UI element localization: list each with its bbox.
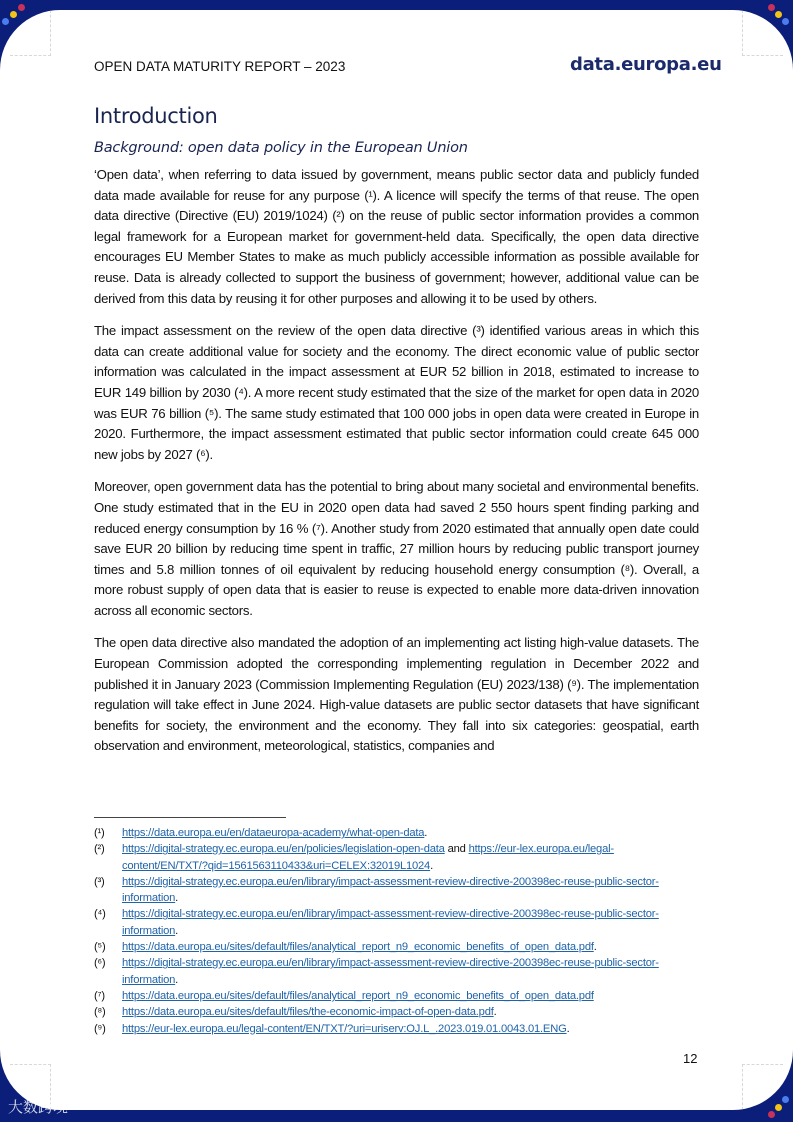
brand-dot-yellow-icon: [10, 11, 17, 18]
footnote-link[interactable]: https://data.europa.eu/sites/default/files/the-economic-impact-of-open-data.pdf: [122, 1006, 494, 1019]
page-number: 12: [683, 1051, 698, 1066]
footnote-body: [122, 939, 699, 955]
footnote-item: [94, 955, 699, 988]
page-title: Introduction: [94, 104, 218, 128]
brand-dot-blue-icon: [2, 18, 9, 25]
footnote-item: [94, 1021, 699, 1037]
footnote-punctuation: .: [430, 859, 433, 872]
footnote-body: [122, 841, 699, 874]
footnote-link[interactable]: https://data.europa.eu/en/dataeuropa-academy/what-open-data: [122, 827, 425, 839]
footnote-number: (²): [94, 843, 105, 856]
footnote-number: (⁹): [94, 1022, 106, 1035]
footnote-body: [122, 825, 699, 841]
brand-dot-blue-icon: [782, 18, 789, 25]
footnote-item: [94, 1004, 699, 1020]
footnote-punctuation: .: [424, 827, 428, 839]
brand-dot-red-icon: [18, 4, 25, 11]
footnote-link[interactable]: https://data.europa.eu/sites/default/files/analytical_report_n9_economic_benefits_of_open_data.pdf: [122, 941, 594, 954]
document-page: [0, 10, 793, 1110]
section-subtitle: Background: open data policy in the European Union: [94, 140, 468, 156]
footnote-number: (⁷): [94, 989, 105, 1002]
footnote-item: [94, 825, 699, 841]
footnotes: [94, 825, 699, 1037]
footnote-link[interactable]: https://eur-lex.europa.eu/legal-content/EN/TXT/?qid=1561563110433&uri=CELEX:32019L1024: [122, 843, 614, 872]
paragraph: The impact assessment on the review of the open data directive (³) identified various areas in which this data can create additional value for society and the economy. The direct economic value of public sector information was calculated in the impact assessment at EUR 52 billion in 2018, estimated to increase to EUR 149 billion by 2030 (⁴). A more recent study estimated that the size of the market for open data in 2020 was EUR 76 billion (⁵). The same study estimated that 100 000 jobs in open data were created in Europe in 2020. Furthermore, the impact assessment estimated that public sector information could create 645 000 new jobs by 2027 (⁶).: [94, 323, 699, 462]
brand-dot-red-icon: [768, 1111, 775, 1118]
footnote-body: [122, 988, 699, 1004]
data-europa-logo: data.europa.eu: [570, 54, 722, 75]
brand-dot-yellow-icon: [775, 1104, 782, 1111]
brand-dot-yellow-icon: [775, 11, 782, 18]
footnote-item: [94, 841, 699, 874]
brand-dot-red-icon: [768, 4, 775, 11]
footnote-number: (⁶): [94, 957, 106, 970]
footnote-link[interactable]: https://eur-lex.europa.eu/legal-content/EN/TXT/?uri=uriserv:OJ.L_.2023.019.01.0043.01.ENG: [122, 1022, 567, 1035]
footnote-number: (⁵): [94, 941, 106, 954]
paragraph: ‘Open data’, when referring to data issued by government, means public sector data and publicly funded data made available for reuse for any purpose (¹). A licence will specify the terms of that reuse. The open data directive (Directive (EU) 2019/1024) (²) on the reuse of public sector information provides a common legal framework for a European market for government-held data. Specifically, the open data directive encourages EU Member States to make as much publicly accessible information as possible available for reuse. Data is already collected to support the business of government; however, additional value can be derived from this data by reusing it for other purposes and allowing it to be used by others.: [94, 167, 699, 306]
footnote-link[interactable]: https://digital-strategy.ec.europa.eu/en/library/impact-assessment-review-directive-200398ec-reuse-public-sector-information: [122, 957, 659, 986]
footnote-link[interactable]: https://data.europa.eu/sites/default/files/analytical_report_n9_economic_benefits_of_open_data.pdf: [122, 989, 594, 1002]
footnote-item: [94, 874, 699, 907]
paragraph: The open data directive also mandated the adoption of an implementing act listing high-value datasets. The European Commission adopted the corresponding implementing regulation in December 2022 and published it in January 2023 (Commission Implementing Regulation (EU) 2023/138) (⁹). The implementation regulation will take effect in June 2024. High-value datasets are public sector datasets that have significant benefits for society, the environment and the economy. They fall into six categories: geospatial, earth observation and environment, meteorological, statistics, companies and: [94, 635, 699, 754]
paragraph: Moreover, open government data has the potential to bring about many societal and environmental benefits. One study estimated that in the EU in 2020 open data had saved 2 550 hours spent finding parking and reduced energy consumption by 16 % (⁷). Another study from 2020 estimated that annually open date could save EUR 20 billion by reducing time spent in traffic, 27 million hours by reducing public transport journey times and 5.8 million tonnes of oil equivalent by reducing household energy consumption (⁸). Overall, a more robust supply of open data that is easier to reuse is expected to enable more data-driven innovation across all economic sectors.: [94, 479, 699, 618]
brand-dot-blue-icon: [782, 1096, 789, 1103]
footnote-item: [94, 988, 699, 1004]
footnote-link[interactable]: https://digital-strategy.ec.europa.eu/en/library/impact-assessment-review-directive-200398ec-reuse-public-sector-information: [122, 875, 659, 905]
footnote-item: [94, 939, 699, 955]
footnote-punctuation: .: [493, 1006, 497, 1019]
footnote-number: (⁴): [94, 908, 106, 921]
footnote-punctuation: .: [593, 941, 597, 954]
footnote-body: [122, 906, 699, 939]
footnote-number: (⁸): [94, 1006, 106, 1019]
footnote-item: [94, 906, 699, 939]
footnote-divider: [94, 817, 286, 818]
footnote-punctuation: .: [175, 924, 179, 937]
footnote-number: (³): [94, 875, 105, 888]
footnote-punctuation: .: [175, 973, 179, 986]
watermark: 大数跨境: [8, 1098, 69, 1116]
footnote-body: [122, 955, 699, 988]
report-header-title: OPEN DATA MATURITY REPORT – 2023: [94, 59, 346, 74]
footnote-body: [122, 1021, 699, 1037]
footnote-punctuation: .: [175, 892, 179, 905]
main-content: [94, 104, 699, 757]
footnote-link[interactable]: https://digital-strategy.ec.europa.eu/en/library/impact-assessment-review-directive-200398ec-reuse-public-sector-information: [122, 908, 659, 937]
footnote-punctuation: .: [566, 1022, 570, 1035]
footnote-number: (¹): [94, 827, 105, 839]
footnote-body: [122, 1004, 699, 1020]
corner-mark-top-left: [10, 10, 51, 56]
footnote-text: and: [444, 843, 469, 856]
footnote-body: [122, 874, 699, 907]
footnote-link[interactable]: https://digital-strategy.ec.europa.eu/en/policies/legislation-open-data: [122, 843, 445, 856]
